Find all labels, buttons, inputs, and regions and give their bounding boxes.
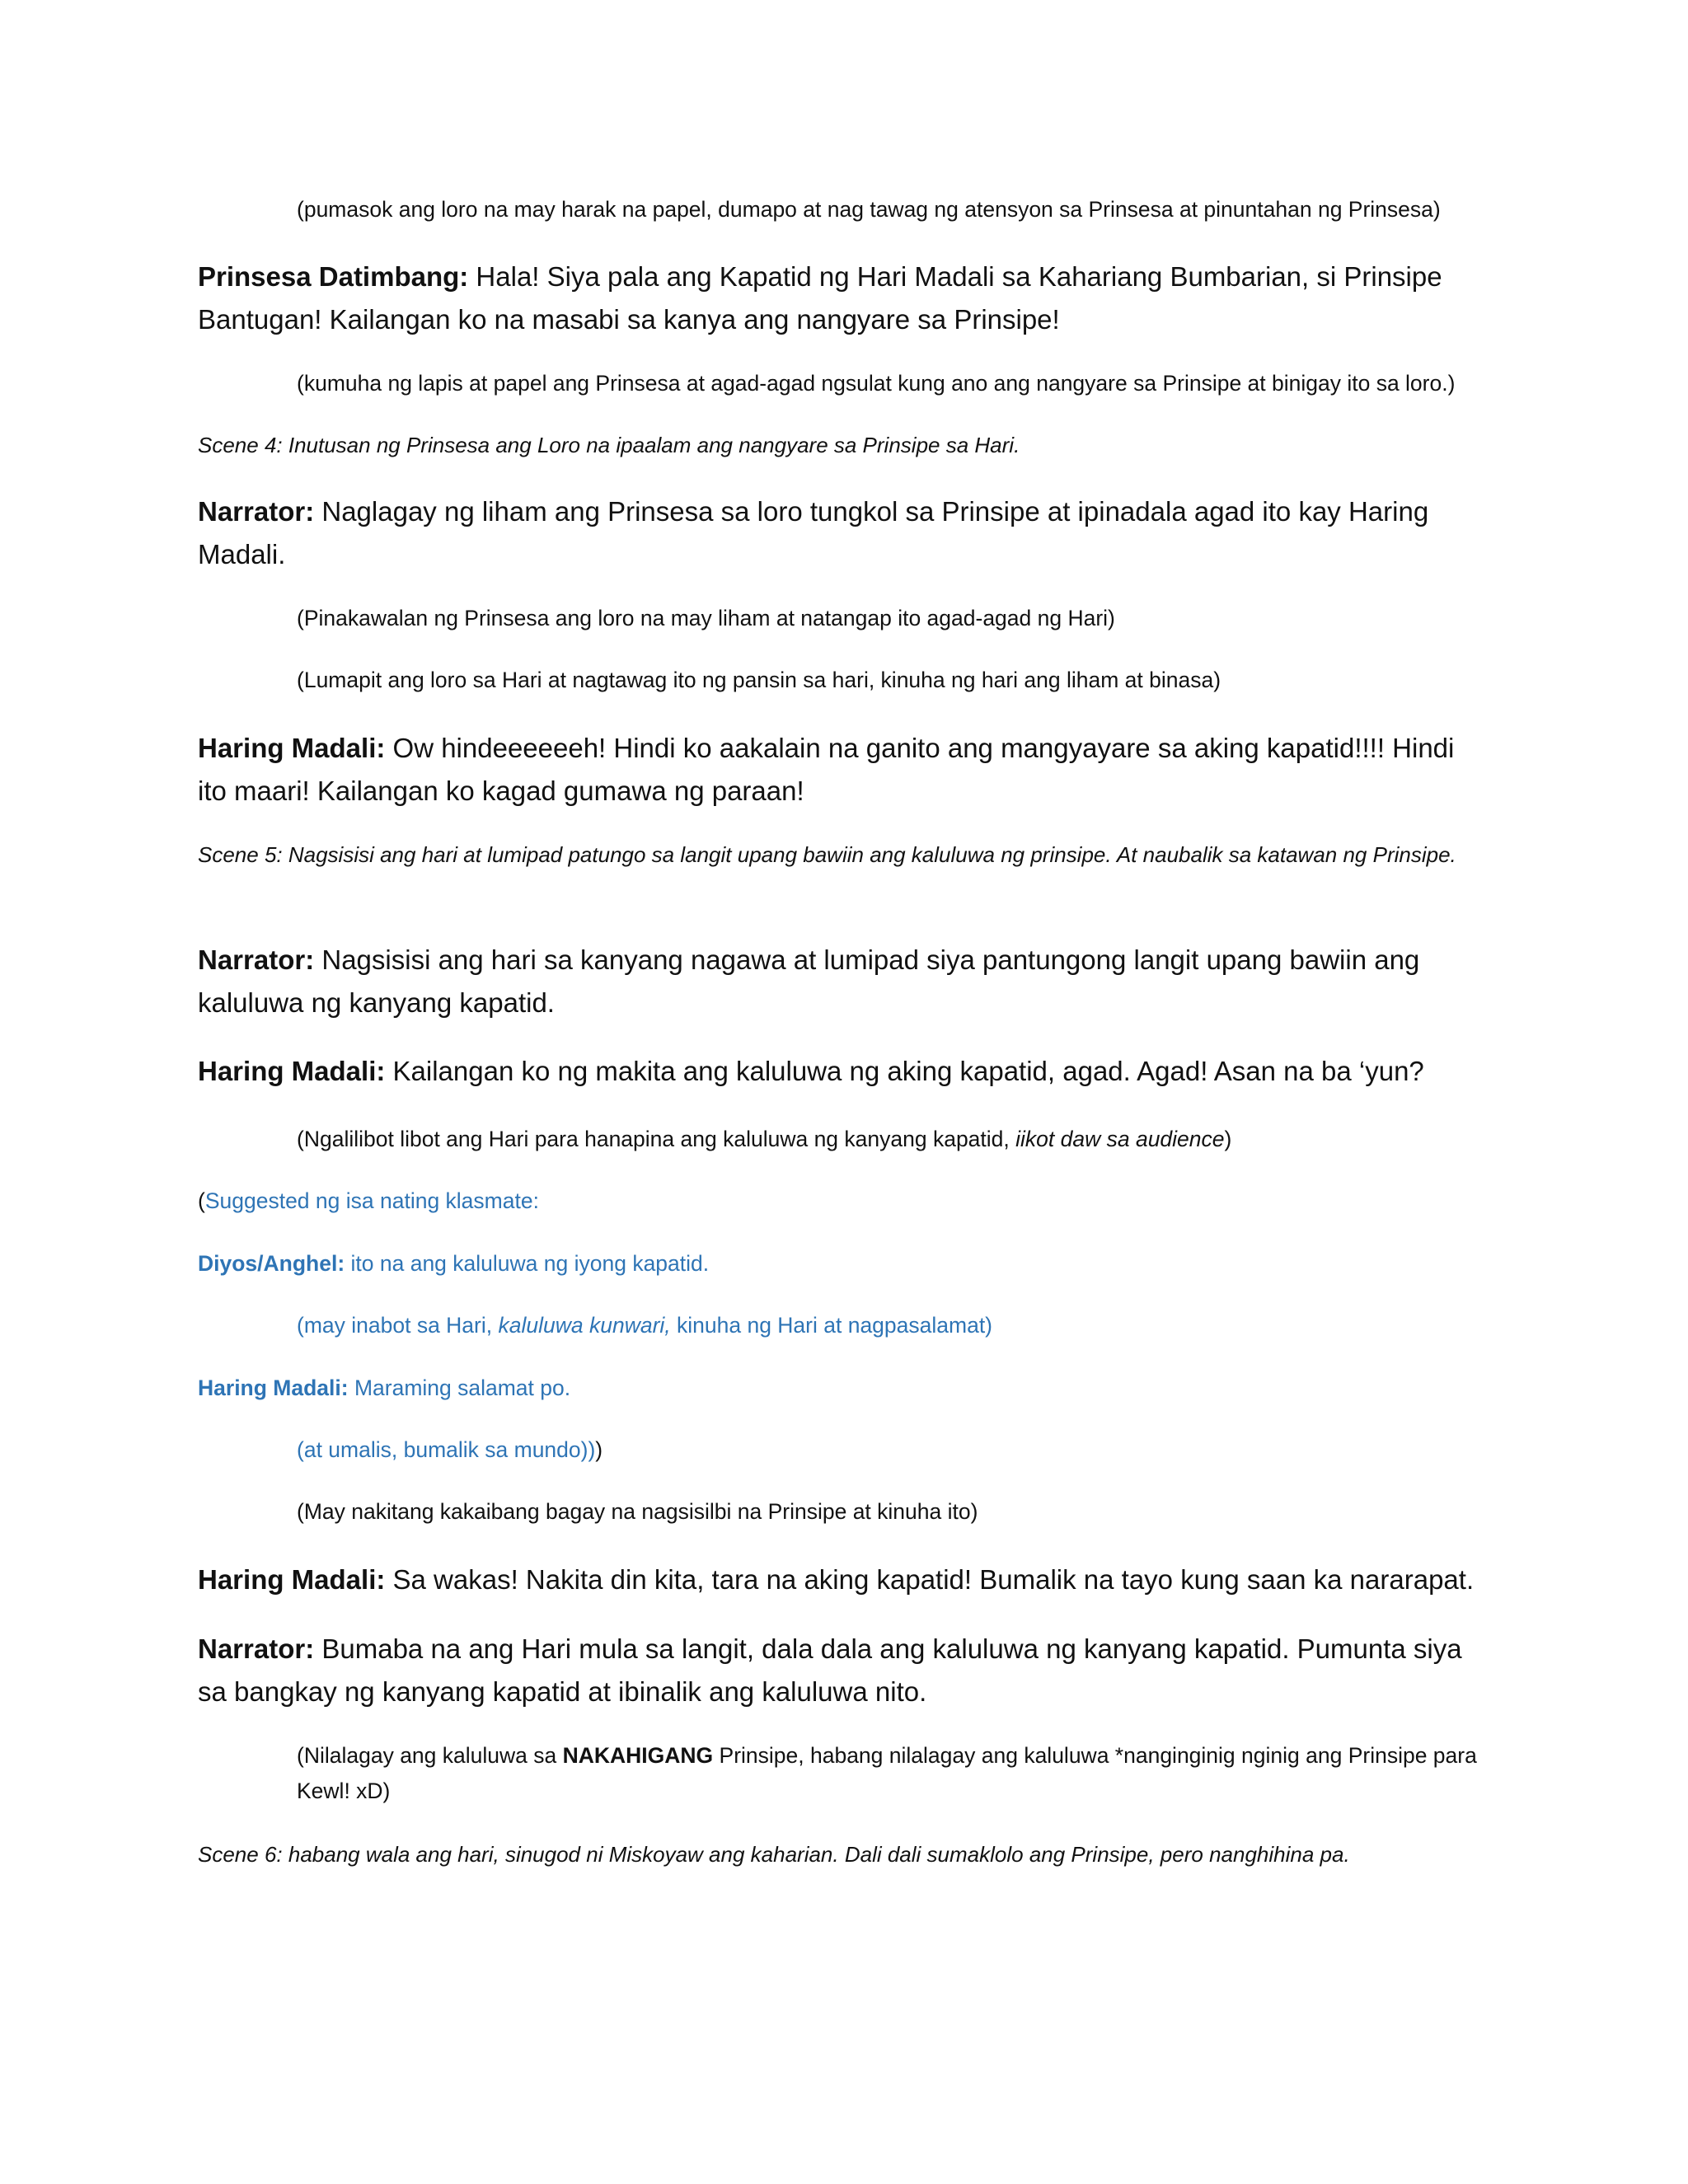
dialogue-text: Bumaba na ang Hari mula sa langit, dala dala ang kaluluwa ng kanyang kapatid. Pumunta siya sa bangkay ng kanyang kapatid at ibinalik ang kaluluwa nito. bbox=[198, 1633, 1462, 1707]
stage-direction bbox=[297, 1122, 1484, 1157]
dialogue-text: Ow hindeeeeeeh! Hindi ko aakalain na ganito ang mangyayare sa aking kapatid!!!! Hindi ito maari! Kailangan ko kagad gumawa ng paraan! bbox=[198, 733, 1455, 806]
dialogue-text: Naglagay ng liham ang Prinsesa sa loro tungkol sa Prinsipe at ipinadala agad ito kay Haring Madali. bbox=[198, 496, 1429, 569]
direction-close: ) bbox=[1224, 1127, 1232, 1151]
stage-direction: (pumasok ang loro na may harak na papel, dumapo at nag tawag ng atensyon sa Prinsesa at pinuntahan ng Prinsesa) bbox=[297, 197, 1441, 222]
speaker-name: Haring Madali: bbox=[198, 1056, 386, 1086]
direction-rest: kinuha ng Hari at nagpasalamat) bbox=[670, 1313, 993, 1338]
dialogue-line bbox=[198, 255, 1484, 341]
dialogue-text: Nagsisisi ang hari sa kanyang nagawa at lumipad siya pantungong langit upang bawiin ang kaluluwa ng kanyang kapatid. bbox=[198, 944, 1420, 1018]
speaker-name: Narrator: bbox=[198, 1633, 315, 1664]
direction-text: (at umalis, bumalik sa mundo)) bbox=[297, 1437, 596, 1462]
open-paren: ( bbox=[198, 1188, 205, 1213]
dialogue-text: Maraming salamat po. bbox=[348, 1376, 571, 1400]
dialogue-text: Sa wakas! Nakita din kita, tara na aking kapatid! Bumalik na tayo kung saan ka nararapat. bbox=[385, 1564, 1475, 1595]
suggestion-text: Suggested ng isa nating klasmate: bbox=[204, 1188, 539, 1213]
suggested-dialogue-line bbox=[198, 1246, 1484, 1282]
stage-direction: (Pinakawalan ng Prinsesa ang loro na may liham at natangap ito agad-agad ng Hari) bbox=[297, 606, 1115, 630]
direction-bold: NAKAHIGANG bbox=[562, 1743, 714, 1768]
suggested-dialogue-line bbox=[198, 1371, 1484, 1406]
stage-direction: (Lumapit ang loro sa Hari at nagtawag ito ng pansin sa hari, kinuha ng hari ang liham at binasa) bbox=[297, 668, 1221, 692]
direction-italic: iikot daw sa audience bbox=[1015, 1127, 1225, 1151]
stage-direction: (kumuha ng lapis at papel ang Prinsesa at agad-agad ngsulat kung ano ang nangyare sa Prinsipe at binigay ito sa loro.) bbox=[297, 371, 1456, 396]
direction-italic: kaluluwa kunwari, bbox=[498, 1313, 671, 1338]
close-paren: ) bbox=[595, 1437, 603, 1462]
suggested-stage-direction bbox=[297, 1432, 1484, 1468]
direction-text: (Nilalagay ang kaluluwa sa bbox=[297, 1743, 563, 1768]
speaker-name: Haring Madali: bbox=[198, 1564, 386, 1595]
speaker-name: Haring Madali: bbox=[198, 733, 386, 763]
direction-rest: Prinsipe, habang nilalagay ang kaluluwa *nanginginig nginig ang Prinsipe para Kewl! xD) bbox=[297, 1743, 1477, 1803]
dialogue-text: Hala! Siya pala ang Kapatid ng Hari Madali sa Kahariang Bumbarian, si Prinsipe Bantugan! Kailangan ko na masabi sa kanya ang nangyare sa Prinsipe! bbox=[198, 261, 1442, 335]
suggestion-intro bbox=[198, 1183, 1484, 1219]
stage-direction bbox=[297, 1738, 1484, 1809]
speaker-name: Haring Madali: bbox=[198, 1376, 349, 1400]
dialogue-line bbox=[198, 1628, 1484, 1713]
direction-text: (Ngalilibot libot ang Hari para hanapina ang kaluluwa ng kanyang kapatid, bbox=[297, 1127, 1016, 1151]
dialogue-text: ito na ang kaluluwa ng iyong kapatid. bbox=[345, 1251, 710, 1276]
scene-heading: Scene 6: habang wala ang hari, sinugod ni Miskoyaw ang kaharian. Dali dali sumaklolo ang Prinsipe, pero nanghihina pa. bbox=[198, 1842, 1350, 1867]
dialogue-line bbox=[198, 1050, 1484, 1093]
dialogue-line bbox=[198, 490, 1484, 576]
suggested-stage-direction bbox=[297, 1308, 1484, 1343]
dialogue-line bbox=[198, 939, 1484, 1024]
speaker-name: Diyos/Anghel: bbox=[198, 1251, 345, 1276]
dialogue-text: Kailangan ko ng makita ang kaluluwa ng aking kapatid, agad. Agad! Asan na ba ‘yun? bbox=[385, 1056, 1424, 1086]
scene-heading: Scene 5: Nagsisisi ang hari at lumipad patungo sa langit upang bawiin ang kaluluwa ng prinsipe. At naubalik sa katawan ng Prinsipe. bbox=[198, 842, 1456, 867]
direction-text: (may inabot sa Hari, bbox=[297, 1313, 499, 1338]
stage-direction: (May nakitang kakaibang bagay na nagsisilbi na Prinsipe at kinuha ito) bbox=[297, 1499, 978, 1524]
speaker-name: Narrator: bbox=[198, 496, 315, 527]
dialogue-line bbox=[198, 727, 1484, 813]
scene-heading: Scene 4: Inutusan ng Prinsesa ang Loro na ipaalam ang nangyare sa Prinsipe sa Hari. bbox=[198, 433, 1020, 457]
speaker-name: Narrator: bbox=[198, 944, 315, 975]
speaker-name: Prinsesa Datimbang: bbox=[198, 261, 469, 292]
dialogue-line bbox=[198, 1558, 1484, 1601]
